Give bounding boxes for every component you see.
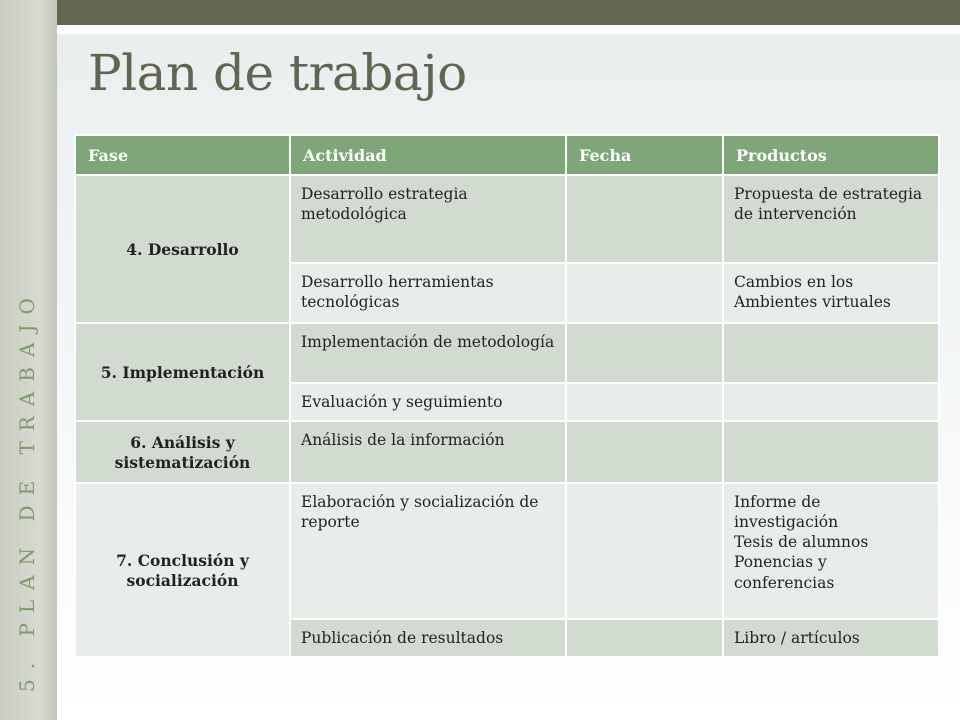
work-plan-table <box>74 134 940 658</box>
actividad-cell: Análisis de la información <box>290 421 566 483</box>
fecha-cell <box>566 323 723 383</box>
top-accent-bar <box>57 0 960 25</box>
productos-cell <box>723 383 939 421</box>
header-fase: Fase <box>75 135 290 175</box>
actividad-cell: Evaluación y seguimiento <box>290 383 566 421</box>
actividad-cell: Publicación de resultados <box>290 619 566 657</box>
fecha-cell <box>566 483 723 619</box>
actividad-cell: Elaboración y socialización de reporte <box>290 483 566 619</box>
actividad-cell: Desarrollo herramientas tecnológicas <box>290 263 566 323</box>
productos-cell: Cambios en los Ambientes virtuales <box>723 263 939 323</box>
fecha-cell <box>566 383 723 421</box>
productos-cell: Propuesta de estrategia de intervención <box>723 175 939 263</box>
phase-cell-analisis: 6. Análisis y sistematización <box>75 421 290 483</box>
fecha-cell <box>566 175 723 263</box>
table-row <box>75 175 939 263</box>
actividad-cell: Implementación de metodología <box>290 323 566 383</box>
table-row <box>75 323 939 383</box>
productos-cell: Libro / artículos <box>723 619 939 657</box>
phase-cell-desarrollo: 4. Desarrollo <box>75 175 290 323</box>
phase-cell-implementacion: 5. Implementación <box>75 323 290 421</box>
fecha-cell <box>566 619 723 657</box>
header-fecha: Fecha <box>566 135 723 175</box>
actividad-cell: Desarrollo estrategia metodológica <box>290 175 566 263</box>
slide-title: Plan de trabajo <box>88 44 467 102</box>
productos-cell: Informe de investigación Tesis de alumnos Ponencias y conferencias <box>723 483 939 619</box>
header-productos: Productos <box>723 135 939 175</box>
fecha-cell <box>566 263 723 323</box>
table-row <box>75 483 939 619</box>
phase-cell-conclusion: 7. Conclusión y socialización <box>75 483 290 657</box>
productos-cell <box>723 421 939 483</box>
table-header-row <box>75 135 939 175</box>
header-actividad: Actividad <box>290 135 566 175</box>
table-row <box>75 421 939 483</box>
side-section-label: 5. PLAN DE TRABAJO <box>15 288 39 692</box>
fecha-cell <box>566 421 723 483</box>
side-band <box>0 0 57 720</box>
productos-cell <box>723 323 939 383</box>
